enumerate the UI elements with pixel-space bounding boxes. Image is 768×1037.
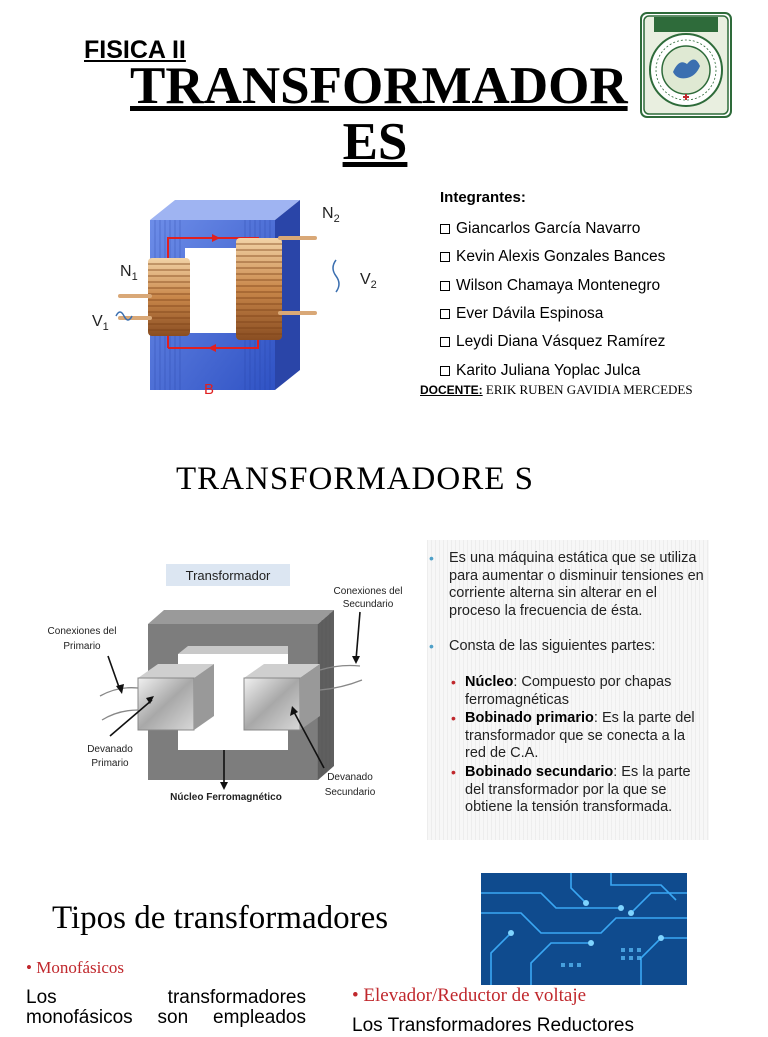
members-list	[440, 215, 665, 385]
type-elevador-reductor: • Elevador/Reductor de voltaje	[352, 985, 587, 1006]
label-n2: N	[322, 205, 334, 222]
member-name: Ever Dávila Espinosa	[456, 305, 604, 323]
members-heading: Integrantes:	[440, 189, 526, 206]
svg-text:N1: $N_1$	[120, 263, 138, 283]
member-name: Karito Juliana Yoplac Julca	[456, 361, 641, 379]
list-item	[440, 356, 665, 384]
list-item	[440, 300, 665, 328]
list-item	[440, 243, 665, 271]
label-b: B	[204, 381, 215, 398]
elevador-paragraph: Los Transformadores Reductores	[352, 1015, 634, 1036]
checkbox-icon	[440, 337, 450, 347]
teacher-name: ERIK RUBEN GAVIDIA MERCEDES	[482, 382, 693, 397]
label-conn-secondary: Conexiones del Secundario	[333, 586, 403, 610]
cover-title: TRANSFORMADOR ES	[130, 57, 628, 171]
checkbox-icon	[440, 366, 450, 376]
label-n1: N	[120, 263, 132, 280]
transformer-core-diagram	[90, 198, 410, 403]
member-name: Giancarlos García Navarro	[456, 220, 641, 238]
part-item: • Bobinado primario: Es la parte del transformador que se conecta a la red de C.A.	[451, 710, 695, 761]
checkbox-icon	[440, 252, 450, 262]
label-v1: V	[92, 313, 103, 330]
transformer-parts-diagram	[38, 560, 418, 810]
list-item	[440, 215, 665, 243]
bullet-parts: • Consta de las siguientes partes:	[429, 638, 656, 654]
monofasicos-paragraph: Los transformadores monofásicos son empleados	[26, 987, 306, 1028]
type-monofasicos: • Monofásicos	[26, 958, 125, 977]
label-winding-secondary: Devanado Secundario	[324, 772, 376, 798]
label-winding-primary: Devanado Primario	[87, 744, 133, 769]
bullet-dot-icon: •	[429, 638, 434, 654]
university-seal-logo	[640, 12, 732, 118]
part-item: • Bobinado secundario: Es la parte del transformador por la que se obtiene la tensión transformada.	[451, 764, 691, 815]
label-v2: V	[360, 271, 371, 288]
checkbox-icon	[440, 224, 450, 234]
bullet-dot-icon: •	[429, 550, 434, 566]
member-name: Wilson Chamaya Montenegro	[456, 276, 661, 294]
svg-text:N2: $N_2$	[322, 205, 340, 225]
member-name: Kevin Alexis Gonzales Bances	[456, 248, 666, 266]
svg-text:V2: $V_2$	[360, 271, 377, 291]
types-title: Tipos de transformadores	[52, 900, 389, 936]
course-subject: FISICA II	[84, 36, 186, 64]
definition-panel	[427, 540, 709, 840]
section-title: TRANSFORMADORE S	[176, 461, 534, 497]
label-core: Núcleo Ferromagnético	[170, 792, 282, 803]
teacher-label: DOCENTE:	[420, 383, 483, 397]
checkbox-icon	[440, 309, 450, 319]
teacher-line	[420, 382, 693, 398]
svg-text:V1: $V_1$	[92, 313, 109, 333]
circuit-board-image	[481, 873, 687, 985]
part-item: • Núcleo: Compuesto por chapas ferromagnéticas	[451, 674, 672, 708]
bullet-dot-icon: •	[451, 674, 456, 690]
checkbox-icon	[440, 281, 450, 291]
list-item	[440, 272, 665, 300]
member-name: Leydi Diana Vásquez Ramírez	[456, 333, 666, 351]
bullet-dot-icon: •	[451, 764, 456, 780]
label-conn-primary: Conexiones del Primario	[47, 626, 117, 652]
bullet-definition: • Es una máquina estática que se utiliza para aumentar o disminuir tensiones en corriente alterna sin alterar en el proceso la frecuencia de ésta.	[429, 550, 704, 619]
diagram-heading: Transformador	[185, 568, 271, 583]
list-item	[440, 328, 665, 356]
bullet-dot-icon: •	[451, 710, 456, 726]
